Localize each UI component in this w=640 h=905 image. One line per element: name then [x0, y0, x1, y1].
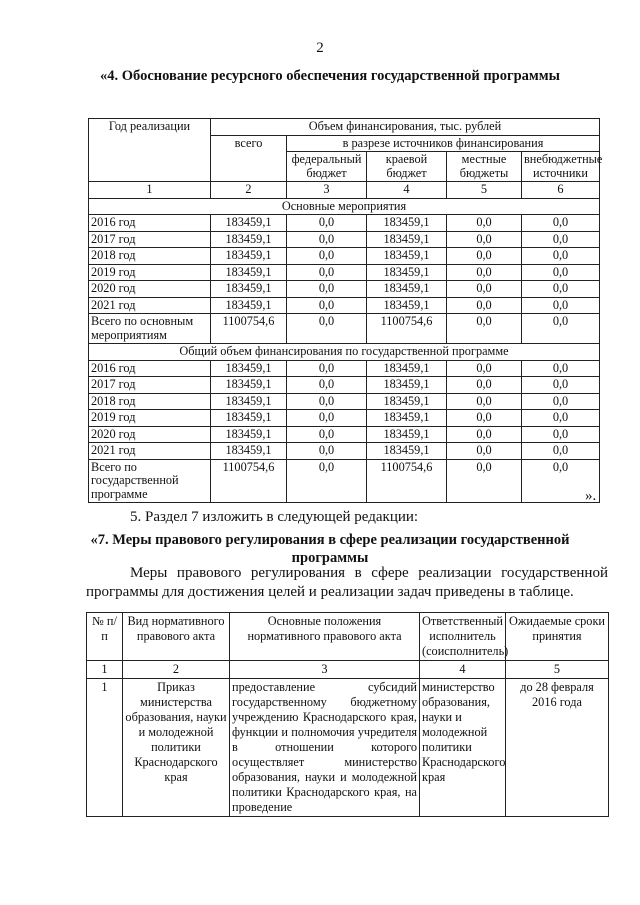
header-responsible: Ответственный исполнитель (соисполнитель) — [420, 613, 506, 661]
legal-regulation-table — [86, 612, 609, 817]
col-number: 4 — [420, 661, 506, 679]
section-7-title: «7. Меры правового регулирования в сфере реализации государственной программы — [90, 532, 570, 566]
cell-value: 183459,1 — [211, 248, 287, 265]
cell-value: 183459,1 — [211, 393, 287, 410]
cell-value: 0,0 — [287, 360, 367, 377]
cell-value: 183459,1 — [211, 215, 287, 232]
row-label: 2016 год — [89, 215, 211, 232]
cell-value: 0,0 — [522, 231, 600, 248]
cell-value: 0,0 — [522, 297, 600, 314]
cell-value: 1100754,6 — [367, 314, 447, 344]
table-row — [89, 314, 600, 344]
cell-value: 0,0 — [287, 297, 367, 314]
col-number: 5 — [447, 182, 522, 199]
row-label: 2020 год — [89, 281, 211, 298]
cell-value: 183459,1 — [367, 297, 447, 314]
cell-value: 183459,1 — [211, 426, 287, 443]
header-deadline: Ожидаемые сроки принятия — [506, 613, 609, 661]
group-title-main-activities: Основные мероприятия — [89, 198, 600, 215]
cell-value: 0,0 — [522, 215, 600, 232]
cell-value: 0,0 — [447, 215, 522, 232]
cell-value: 0,0 — [522, 264, 600, 281]
header-act-type: Вид нормативного правового акта — [123, 613, 230, 661]
cell-value: 183459,1 — [211, 360, 287, 377]
responsible-executor: министерство образования, науки и молодежной политики Краснодарского края — [420, 679, 506, 817]
header-number: № п/п — [87, 613, 123, 661]
cell-value: 0,0 — [287, 281, 367, 298]
col-number: 2 — [211, 182, 287, 199]
cell-value: 183459,1 — [367, 393, 447, 410]
cell-value: 0,0 — [522, 377, 600, 394]
row-label: 2018 год — [89, 393, 211, 410]
row-label: 2019 год — [89, 410, 211, 427]
cell-value: 183459,1 — [211, 264, 287, 281]
col-number: 5 — [506, 661, 609, 679]
cell-value: 0,0 — [522, 459, 600, 503]
cell-value: 183459,1 — [367, 231, 447, 248]
cell-value: 1100754,6 — [211, 314, 287, 344]
section-4-title: «4. Обоснование ресурсного обеспечения государственной программы — [100, 68, 560, 84]
cell-value: 183459,1 — [367, 443, 447, 460]
header-sources: в разрезе источников финансирования — [287, 135, 600, 152]
table-row — [89, 393, 600, 410]
column-numbers-row — [89, 182, 600, 199]
cell-value: 0,0 — [287, 248, 367, 265]
section-7-text-content: Меры правового регулирования в сфере реализации государственной программы для достижения целей и реализации задач приведены в таблице. — [86, 565, 608, 600]
header-act-provisions: Основные положения нормативного правового акта — [230, 613, 420, 661]
page-number: 2 — [316, 40, 324, 56]
cell-value: 0,0 — [447, 443, 522, 460]
row-label: 2018 год — [89, 248, 211, 265]
cell-value: 0,0 — [447, 393, 522, 410]
cell-value: 0,0 — [522, 393, 600, 410]
row-label: Всего по государственной программе — [89, 459, 211, 503]
row-number: 1 — [87, 679, 123, 817]
cell-value: 0,0 — [522, 281, 600, 298]
header-volume: Объем финансирования, тыс. рублей — [211, 119, 600, 136]
cell-value: 0,0 — [287, 377, 367, 394]
cell-value: 1100754,6 — [367, 459, 447, 503]
cell-value: 0,0 — [447, 459, 522, 503]
table-row — [89, 215, 600, 232]
cell-value: 0,0 — [287, 459, 367, 503]
cell-value: 0,0 — [522, 443, 600, 460]
cell-value: 0,0 — [447, 281, 522, 298]
cell-value: 183459,1 — [367, 281, 447, 298]
cell-value: 0,0 — [287, 215, 367, 232]
cell-value: 0,0 — [447, 264, 522, 281]
table-row — [89, 443, 600, 460]
table-row — [89, 264, 600, 281]
header-federal: федеральный бюджет — [287, 152, 367, 182]
cell-value: 0,0 — [522, 248, 600, 265]
col-number: 3 — [287, 182, 367, 199]
table-row — [89, 360, 600, 377]
cell-value: 183459,1 — [211, 443, 287, 460]
cell-value: 183459,1 — [211, 297, 287, 314]
cell-value: 183459,1 — [211, 377, 287, 394]
header-regional: краевой бюджет — [367, 152, 447, 182]
section-7-text — [86, 564, 608, 602]
cell-value: 0,0 — [287, 231, 367, 248]
act-provisions: предоставление субсидий государственному бюджетному учреждению Краснодарского края, функции и полномочия учредителя в отношении которого осуществляет министерство образования, науки и молодежной политики Краснодарского края, на проведение — [230, 679, 420, 817]
cell-value: 0,0 — [287, 410, 367, 427]
table-row — [89, 231, 600, 248]
cell-value: 0,0 — [447, 360, 522, 377]
cell-value: 0,0 — [287, 426, 367, 443]
row-label: 2019 год — [89, 264, 211, 281]
act-type: Приказ министерства образования, науки и молодежной политики Краснодарского края — [123, 679, 230, 817]
cell-value: 183459,1 — [367, 248, 447, 265]
cell-value: 0,0 — [522, 426, 600, 443]
cell-value: 0,0 — [287, 264, 367, 281]
row-label: 2017 год — [89, 377, 211, 394]
cell-value: 183459,1 — [211, 410, 287, 427]
cell-value: 183459,1 — [367, 360, 447, 377]
cell-value: 0,0 — [287, 393, 367, 410]
group-title-total-financing: Общий объем финансирования по государственной программе — [89, 344, 600, 361]
cell-value: 183459,1 — [367, 215, 447, 232]
header-extra: внебюджетные источники — [522, 152, 600, 182]
cell-value: 0,0 — [287, 314, 367, 344]
table-row — [89, 281, 600, 298]
table-row — [89, 248, 600, 265]
closing-quote: ». — [585, 488, 597, 504]
cell-value: 183459,1 — [211, 281, 287, 298]
cell-value: 183459,1 — [367, 410, 447, 427]
cell-value: 0,0 — [522, 360, 600, 377]
cell-value: 0,0 — [287, 443, 367, 460]
row-label: 2021 год — [89, 297, 211, 314]
cell-value: 0,0 — [447, 410, 522, 427]
cell-value: 183459,1 — [211, 231, 287, 248]
row-label: 2017 год — [89, 231, 211, 248]
cell-value: 0,0 — [447, 297, 522, 314]
row-label: 2020 год — [89, 426, 211, 443]
table-row — [89, 410, 600, 427]
cell-value: 0,0 — [447, 314, 522, 344]
financing-table — [88, 118, 603, 503]
cell-value: 0,0 — [447, 231, 522, 248]
expected-deadline: до 28 февраля 2016 года — [506, 679, 609, 817]
table-row — [89, 377, 600, 394]
row-label: Всего по основным мероприятиям — [89, 314, 211, 344]
cell-value: 1100754,6 — [211, 459, 287, 503]
cell-value: 0,0 — [522, 410, 600, 427]
cell-value: 183459,1 — [367, 264, 447, 281]
col-number: 6 — [522, 182, 600, 199]
paragraph-5: 5. Раздел 7 изложить в следующей редакции: — [130, 509, 419, 525]
col-number: 4 — [367, 182, 447, 199]
col-number: 1 — [87, 661, 123, 679]
header-total: всего — [211, 135, 287, 182]
header-year: Год реализации — [89, 119, 211, 182]
col-number: 3 — [230, 661, 420, 679]
cell-value: 183459,1 — [367, 426, 447, 443]
table-row — [87, 679, 609, 817]
row-label: 2016 год — [89, 360, 211, 377]
col-number: 1 — [89, 182, 211, 199]
table-row — [89, 297, 600, 314]
table-row — [89, 459, 600, 503]
table-row — [89, 426, 600, 443]
header-local: местные бюджеты — [447, 152, 522, 182]
row-label: 2021 год — [89, 443, 211, 460]
col-number: 2 — [123, 661, 230, 679]
cell-value: 0,0 — [522, 314, 600, 344]
cell-value: 0,0 — [447, 377, 522, 394]
cell-value: 0,0 — [447, 248, 522, 265]
cell-value: 183459,1 — [367, 377, 447, 394]
cell-value: 0,0 — [447, 426, 522, 443]
